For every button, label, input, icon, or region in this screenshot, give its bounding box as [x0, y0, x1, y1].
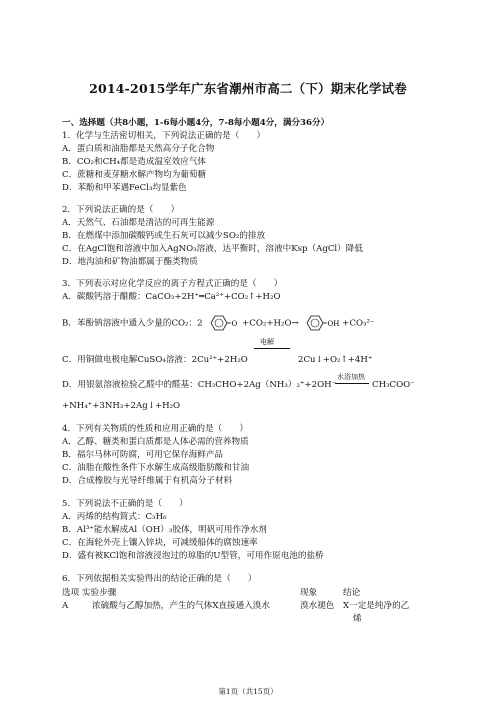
q5-option-d: D．盛有被KCl饱和溶液浸泡过的琼脂的U型管，可用作原电池的盐桥 — [62, 551, 324, 561]
table-row-a-conclusion-continued: 烯 — [353, 614, 362, 624]
q3-option-b-end: +CO₃²⁻ — [342, 318, 375, 329]
q1-option-d: D．苯酚和甲苯遇FeCl₃均显紫色 — [62, 183, 187, 193]
q3-option-b — [62, 313, 374, 333]
table-row-a-phenomenon: 溴水褪色 — [300, 601, 335, 611]
q5-option-a: A．丙烯的结构简式：C₃H₆ — [62, 512, 167, 522]
table-header-steps: 选项 实验步骤 — [62, 588, 117, 598]
q2-option-a: A．天然气、石油都是清洁的可再生能源 — [62, 218, 215, 228]
q3-option-b-pre: B．苯酚钠溶液中通入少量的CO₂：2 — [62, 318, 203, 329]
q1-option-c: C．蔗糖和麦芽糖水解产物均为葡萄糖 — [62, 170, 207, 180]
reaction-arrow — [335, 383, 369, 384]
q1-option-b: B．CO₂和CH₄都是造成温室效应气体 — [62, 157, 207, 167]
q3-option-d-right: CH₃COO⁻ — [372, 380, 415, 390]
electrolysis-condition: 电解 — [260, 338, 274, 346]
reaction-arrow — [254, 348, 290, 349]
q2-option-b: B．在燃煤中添加碳酸钙或生石灰可以减少SO₂的排放 — [62, 231, 266, 241]
page-title: 2014-2015学年广东省潮州市高二（下）期末化学试卷 — [89, 81, 407, 96]
q5-option-b: B．Al³⁺能水解成Al（OH）₃胶体，明矾可用作净水剂 — [62, 525, 267, 535]
table-row-a-conclusion: X一定是纯净的乙 — [343, 601, 410, 611]
q5-option-c: C．在海轮外壳上镶入锌块，可减缓船体的腐蚀速率 — [62, 538, 258, 548]
q4-option-c: C．油脂在酸性条件下水解生成高级脂肪酸和甘油 — [62, 463, 250, 473]
q6-stem: 6．下列依据相关实验得出的结论正确的是（ ） — [62, 574, 257, 584]
svg-text:OH: OH — [327, 320, 340, 328]
q3-option-c-left: C．用铜做电极电解CuSO₄溶液：2Cu²⁺+2H₂O — [62, 355, 248, 365]
phenol-structure-icon — [301, 313, 339, 333]
water-bath-condition: 水浴加热 — [337, 373, 365, 381]
table-row-a-step: 浓硫酸与乙醇加热，产生的气体X直接通入溴水 — [92, 601, 270, 611]
svg-text:O: O — [231, 320, 238, 328]
q3-option-d-left: D．用银氨溶液检验乙醛中的醛基：CH₃CHO+2Ag（NH₃）₂⁺+2OH⁻ — [62, 380, 337, 390]
q3-option-c-right: 2Cu↓+O₂↑+4H⁺ — [298, 355, 373, 365]
q2-stem: 2．下列说法正确的是（ ） — [62, 205, 180, 215]
q4-option-a: A．乙醇、糖类和蛋白质都是人体必需的营养物质 — [62, 437, 249, 447]
q1-stem: 1．化学与生活密切相关，下列说法正确的是（ ） — [62, 131, 266, 141]
q4-option-b: B．福尔马林可防腐，可用它保存海鲜产品 — [62, 450, 224, 460]
phenoxide-structure-icon — [205, 313, 239, 333]
table-row-a-option: A — [62, 601, 69, 611]
page-footer: 第1页（共15页） — [218, 687, 278, 696]
q2-option-c: C．在AgCl饱和溶液中加入AgNO₃溶液，达平衡时，溶液中Ksp（AgCl）降低 — [62, 244, 363, 254]
q4-stem: 4．下列有关物质的性质和应用正确的是（ ） — [62, 424, 248, 434]
q3-option-b-mid: +CO₂+H₂O→ — [242, 318, 299, 329]
section-heading: 一、选择题（共8小题，1-6每小题4分，7-8每小题4分，满分36分） — [62, 118, 330, 128]
q4-option-d: D．合成橡胶与光导纤维属于有机高分子材料 — [62, 476, 233, 486]
q5-stem: 5．下列说法不正确的是（ ） — [62, 499, 188, 509]
q2-option-d: D．地沟油和矿物油都属于酯类物质 — [62, 257, 198, 267]
table-header-phenomenon: 现象 — [300, 588, 318, 598]
q3-stem: 3．下列表示对应化学反应的离子方程式正确的是（ ） — [62, 279, 283, 289]
table-header-conclusion: 结论 — [343, 588, 361, 598]
q3-option-d-continued: +NH₄⁺+3NH₃+2Ag↓+H₂O — [62, 401, 181, 411]
q1-option-a: A．蛋白质和油脂都是天然高分子化合物 — [62, 144, 215, 154]
q3-option-a: A．碳酸钙溶于醋酸：CaCO₃+2H⁺═Ca²⁺+CO₂↑+H₂O — [62, 292, 281, 302]
